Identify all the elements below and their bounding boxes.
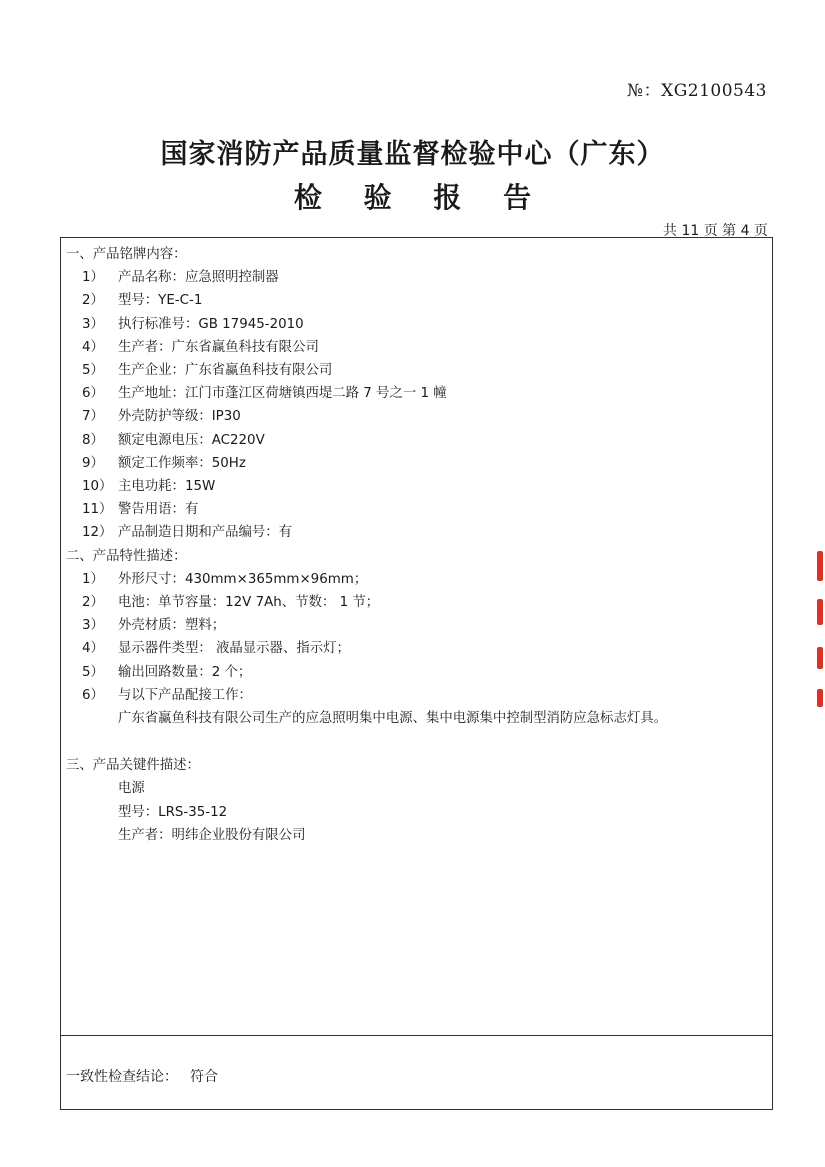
item-number: 5） — [82, 363, 104, 379]
item-text: 与以下产品配接工作： — [118, 687, 252, 703]
list-item — [66, 521, 771, 544]
key-part-line: 生产者：明纬企业股份有限公司 — [118, 827, 306, 843]
list-item — [66, 637, 771, 660]
item-text: 外壳材质：塑料； — [118, 618, 226, 634]
list-item — [66, 452, 771, 475]
conclusion-label: 一致性检查结论： — [66, 1069, 178, 1085]
page-counter: 共 11 页 第 4 页 — [663, 223, 768, 239]
conclusion — [66, 1066, 218, 1086]
item-text: 警告用语：有 — [118, 502, 199, 518]
item-number: 3） — [82, 316, 104, 332]
seal-edge-mark — [811, 545, 825, 725]
organization-title: 国家消防产品质量监督检验中心（广东） — [160, 139, 665, 170]
list-item — [66, 382, 771, 405]
item-number: 8） — [82, 432, 104, 448]
item-number: 1） — [82, 270, 104, 286]
report-title: 检 验 报 告 — [293, 181, 548, 214]
item-number: 6） — [82, 687, 104, 703]
report-body — [66, 243, 771, 847]
item-text: 外壳防护等级：IP30 — [118, 409, 241, 425]
list-item — [66, 405, 771, 428]
list-item — [66, 313, 771, 336]
item-text: 产品名称：应急照明控制器 — [118, 270, 279, 286]
item-text: 电池：单节容量：12V 7Ah、节数： 1 节； — [118, 595, 380, 611]
section-heading-nameplate: 一、产品铭牌内容： — [66, 247, 187, 262]
list-item — [66, 475, 771, 498]
report-number: №：XG2100543 — [627, 81, 767, 101]
list-item — [66, 568, 771, 591]
item-number: 7） — [82, 409, 104, 425]
features-list — [66, 568, 771, 707]
item-number: 3） — [82, 618, 104, 634]
item-number: 10） — [82, 479, 113, 495]
item-text: 产品制造日期和产品编号：有 — [118, 525, 293, 541]
section-heading-key-parts: 三、产品关键件描述： — [66, 758, 200, 774]
item-text: 额定电源电压：AC220V — [118, 432, 265, 448]
conclusion-value: 符合 — [190, 1069, 218, 1085]
key-parts-list — [66, 777, 771, 847]
nameplate-list — [66, 266, 771, 544]
item-number: 1） — [82, 571, 104, 587]
item-number: 2） — [82, 595, 104, 611]
item-number: 4） — [82, 339, 104, 355]
key-part-line: 电源 — [118, 781, 145, 797]
list-item — [66, 498, 771, 521]
list-item — [66, 266, 771, 289]
item-text: 显示器件类型： 液晶显示器、指示灯； — [118, 641, 350, 657]
item-number: 9） — [82, 455, 104, 471]
item-number: 2） — [82, 293, 104, 309]
item-text: 外形尺寸：430mm×365mm×96mm； — [118, 571, 368, 587]
list-item — [66, 591, 771, 614]
list-item — [66, 661, 771, 684]
list-item — [66, 289, 771, 312]
item-text: 生产地址：江门市蓬江区荷塘镇西堤二路 7 号之一 1 幢 — [118, 386, 447, 402]
item-text: 执行标准号：GB 17945-2010 — [118, 316, 304, 332]
item-text: 型号：YE-C-1 — [118, 293, 203, 309]
list-item — [66, 684, 771, 707]
item-text: 生产企业：广东省赢鱼科技有限公司 — [118, 363, 333, 379]
key-part-line: 型号：LRS-35-12 — [118, 804, 228, 820]
list-item — [66, 429, 771, 452]
conclusion-divider — [60, 1035, 773, 1036]
item-number: 6） — [82, 386, 104, 402]
item-text: 输出回路数量：2 个； — [118, 664, 252, 680]
item-number: 12） — [82, 525, 113, 541]
item-number: 4） — [82, 641, 104, 657]
item-text: 额定工作频率：50Hz — [118, 455, 246, 471]
features-continuation: 广东省赢鱼科技有限公司生产的应急照明集中电源、集中电源集中控制型消防应急标志灯具。 — [118, 711, 668, 727]
section-heading-features: 二、产品特性描述： — [66, 548, 187, 564]
list-item — [66, 336, 771, 359]
item-number: 5） — [82, 664, 104, 680]
item-number: 11） — [82, 502, 113, 518]
item-text: 生产者：广东省赢鱼科技有限公司 — [118, 339, 319, 355]
list-item — [66, 359, 771, 382]
item-text: 主电功耗：15W — [118, 479, 216, 495]
list-item — [66, 614, 771, 637]
